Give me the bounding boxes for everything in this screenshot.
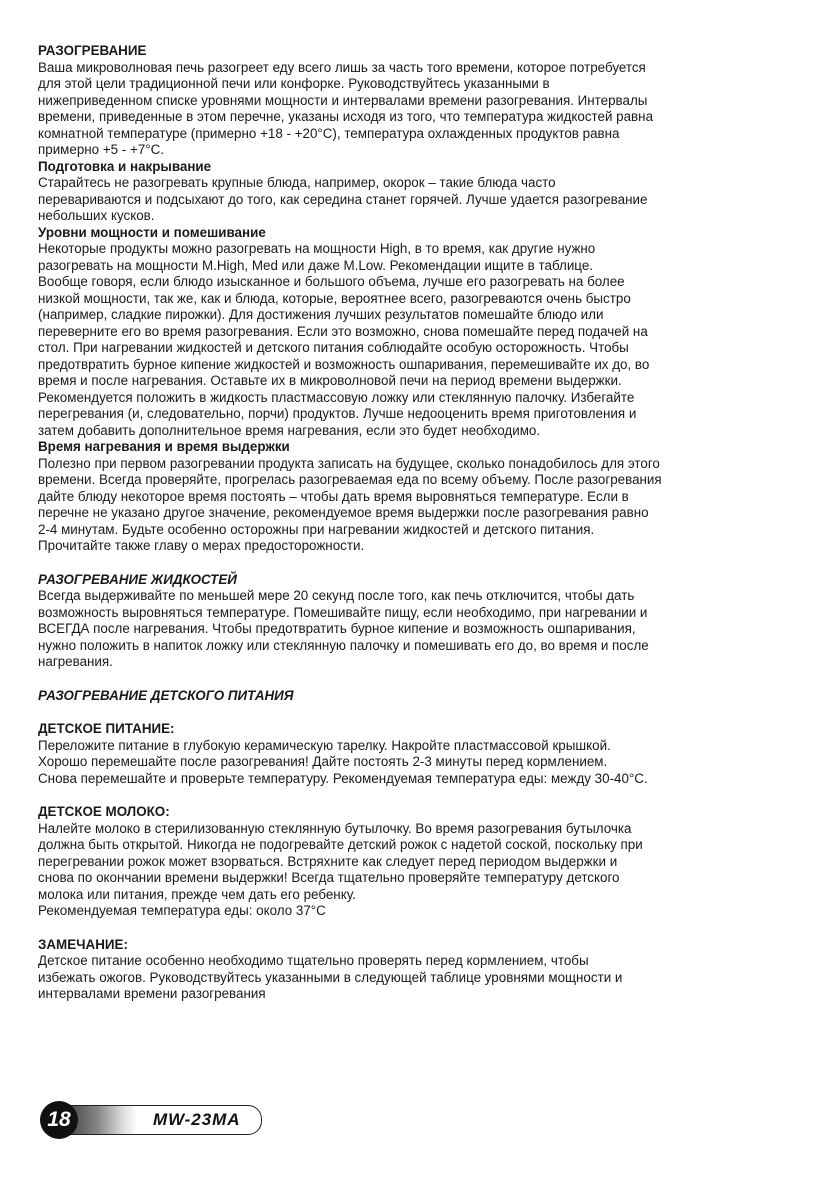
text-line: разогревать на мощности M.High, Med или даже M.Low. Рекомендации ищите в таблице. [38, 257, 593, 273]
text-line: перегревании рожок может взорваться. Встряхните как следует перед периодом выдержки и [38, 853, 618, 869]
text-line: Вообще говоря, если блюдо изысканное и большого объема, лучше его разогревать на более [38, 274, 625, 289]
section-title: ДЕТСКОЕ ПИТАНИЕ: [38, 721, 175, 736]
text-line: Налейте молоко в стерилизованную стеклянную бутылочку. Во время разогревания бутылочка [38, 820, 632, 836]
page-number: 18 [40, 1101, 78, 1139]
page-content [38, 43, 788, 1003]
text-line: переверните его во время разогревания. Если это возможно, снова помешайте перед подачей на [38, 323, 648, 339]
text-line: Снова перемешайте и проверьте температуру. Рекомендуемая температура еды: между 30-40°C. [38, 770, 648, 786]
text-line: Детское питание особенно необходимо тщательно проверять перед кормлением, чтобы [38, 953, 589, 968]
text-line: затем добавить дополнительное время нагревания, если это будет необходимо. [38, 422, 541, 438]
text-line: времени. Всегда проверяйте, прогрелась разогреваемая еда по всему объему. После разогревания [38, 472, 662, 487]
section-reheating [38, 43, 788, 159]
text-line: стол. При нагревании жидкостей и детского питания соблюдайте особую осторожность. Чтобы [38, 340, 629, 355]
section-heating-time [38, 439, 788, 555]
text-line: Полезно при первом разогревании продукта записать на будущее, сколько понадобилось для этого [38, 455, 660, 471]
text-line: Старайтесь не разогревать крупные блюда, например, окорок – такие блюда часто [38, 175, 556, 190]
text-line: дайте блюду некоторое время постоять – чтобы дать время выровняться температуре. Если в [38, 488, 629, 504]
section-liquids [38, 572, 788, 671]
text-line: время и после нагревания. Оставьте их в микроволновой печи на период времени выдержки. [38, 373, 622, 388]
text-line: 2-4 минутам. Будьте особенно осторожны при нагревании жидкостей и детского питания. [38, 521, 595, 537]
section-baby-milk [38, 804, 788, 920]
text-line: нужно положить в напиток ложку или стеклянную палочку и помешивать его до, во время и после [38, 637, 649, 653]
section-baby-food [38, 721, 788, 787]
model-badge [66, 1105, 262, 1135]
section-title: ЗАМЕЧАНИЕ: [38, 936, 128, 952]
text-line: снова по окончании времени выдержки! Всегда тщательно проверяйте температуру детского [38, 870, 620, 885]
text-line: должна быть открытой. Никогда не подогревайте детский рожок с надетой соской, поскольку при [38, 837, 643, 852]
text-line: небольших кусков. [38, 208, 155, 223]
section-power-levels [38, 225, 788, 440]
baby-food-heading: РАЗОГРЕВАНИЕ ДЕТСКОГО ПИТАНИЯ [38, 687, 294, 703]
text-line: интервалами времени разогревания [38, 986, 266, 1001]
page-footer [40, 1101, 270, 1141]
text-line: Прочитайте также главу о мерах предосторожности. [38, 538, 365, 553]
text-line: избежать ожогов. Руководствуйтесь указанными в следующей таблице уровнями мощности и [38, 969, 623, 985]
text-line: ВСЕГДА после нагревания. Чтобы предотвратить бурное кипение и возможность ошпаривания, [38, 621, 636, 636]
text-line: Хорошо перемешайте после разогревания! Дайте постоять 2-3 минуты перед кормлением. [38, 754, 608, 769]
section-note [38, 937, 788, 1003]
text-line: Всегда выдерживайте по меньшей мере 20 секунд после того, как печь отключится, чтобы дать [38, 588, 635, 603]
text-line: Переложите питание в глубокую керамическую тарелку. Накройте пластмассовой крышкой. [38, 737, 611, 753]
text-line: низкой мощности, так же, как и блюда, которые, вероятнее всего, разогреваются очень быстро [38, 290, 631, 306]
text-line: комнатной температуре (примерно +18 - +20°C), температура охлажденных продуктов равна [38, 125, 620, 141]
text-line: Рекомендуемая температура еды: около 37°C [38, 903, 326, 918]
text-line: перечне не указано другое значение, рекомендуемое время выдержки после разогревания равно [38, 505, 649, 520]
text-line: нижеприведенном списке уровнями мощности и интервалами времени разогревания. Интервалы [38, 92, 648, 108]
text-line: предотвратить бурное кипение жидкостей и возможность ошпаривания, перемешивайте их до, во [38, 356, 650, 372]
text-line: Ваша микроволновая печь разогреет еду всего лишь за часть того времени, которое потребуется [38, 59, 646, 75]
section-title: РАЗОГРЕВАНИЕ [38, 43, 147, 58]
section-preparation [38, 159, 788, 225]
section-title: РАЗОГРЕВАНИЕ ЖИДКОСТЕЙ [38, 571, 237, 587]
text-line: для этой цели традиционной печи или конфорке. Руководствуйтесь указанными в [38, 76, 550, 91]
text-line: перегревания (и, следовательно, порчи) продуктов. Лучше недооценить время приготовления и [38, 406, 637, 421]
text-line: молока или питания, прежде чем дать его ребенку. [38, 886, 356, 902]
section-title: Уровни мощности и помешивание [38, 224, 266, 240]
text-line: примерно +5 - +7°C. [38, 142, 165, 157]
text-line: Рекомендуется положить в жидкость пластмассовую ложку или стеклянную палочку. Избегайте [38, 389, 635, 405]
model-name: MW-23MA [153, 1110, 241, 1129]
section-title: Время нагревания и время выдержки [38, 439, 290, 454]
section-title: ДЕТСКОЕ МОЛОКО: [38, 804, 170, 819]
text-line: возможность выровняться температуре. Помешивайте пищу, если необходимо, при нагревании и [38, 604, 648, 620]
text-line: нагревания. [38, 654, 113, 669]
text-line: (например, сладкие пирожки). Для достижения лучших результатов помешайте блюдо или [38, 307, 604, 322]
text-line: Некоторые продукты можно разогревать на мощности High, в то время, как другие нужно [38, 241, 596, 256]
text-line: времени, приведенные в этом перечне, указаны исходя из того, что температура жидкостей равна [38, 109, 654, 124]
text-line: перевариваются и подсыхают до того, как середина станет горячей. Лучше удается разогревание [38, 191, 648, 207]
section-title: Подготовка и накрывание [38, 158, 212, 174]
